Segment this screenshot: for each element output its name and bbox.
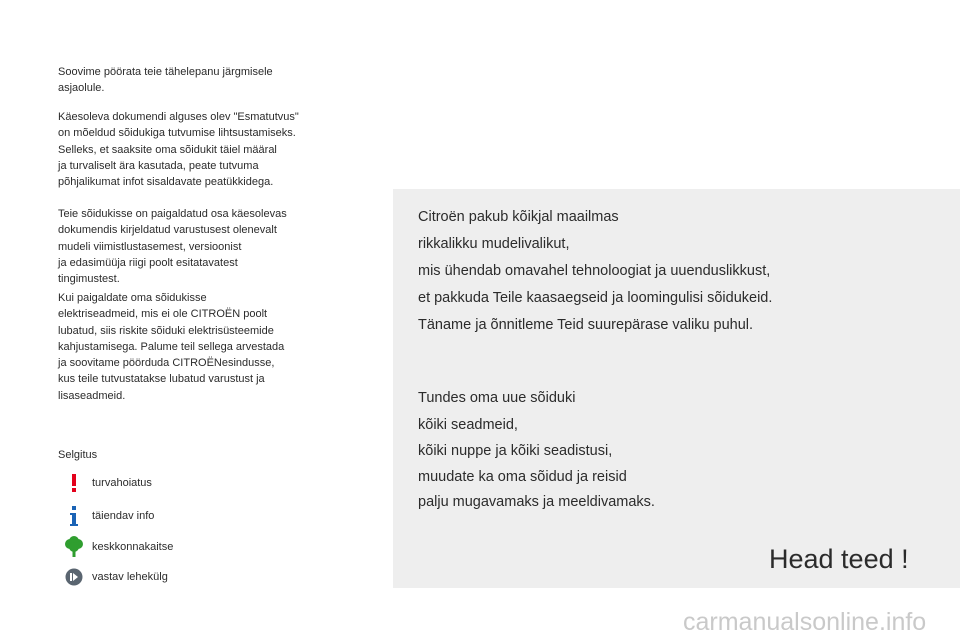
tree-icon	[62, 536, 86, 558]
legend-title: Selgitus	[58, 449, 98, 461]
legend-item-safety-warning	[62, 472, 152, 494]
info-icon	[62, 505, 86, 527]
welcome-line: Citroën pakub kõikjal maailmas	[418, 209, 619, 225]
legend-item-environment	[62, 536, 173, 558]
intro-paragraph-4: Kui paigaldate oma sõidukisse elektriseadmeid, mis ei ole CITROËN poolt lubatud, siis riskite sõiduki elektrisüsteemide kahjustamisega. Palume teil sellega arvestada ja soovitame pöörduda CITROËNesindusse, kus teile tutvustatakse lubatud varustust ja lisaseadmeid.	[58, 292, 285, 402]
legend-label: täiendav info	[92, 510, 155, 522]
page-arrow-icon	[62, 566, 86, 588]
closing-greeting: Head teed !	[769, 544, 909, 574]
welcome-line: Täname ja õnnitleme Teid suurepärase valiku puhul.	[418, 317, 754, 333]
welcome-panel	[393, 189, 960, 588]
watermark: carmanualsonline.info	[683, 608, 927, 636]
welcome-line: mis ühendab omavahel tehnoloogiat ja uuenduslikkust,	[418, 263, 771, 279]
welcome-line: rikkalikku mudelivalikut,	[418, 236, 570, 252]
intro-paragraph-1: Soovime pöörata teie tähelepanu järgmisele asjaolule.	[58, 66, 273, 95]
legend-label: turvahoiatus	[92, 477, 152, 489]
welcome-line: muudate ka oma sõidud ja reisid	[418, 469, 627, 485]
welcome-line: kõiki seadmeid,	[418, 417, 518, 433]
legend-label: keskkonnakaitse	[92, 541, 174, 553]
welcome-line: et pakkuda Teile kaasaegseid ja loomingulisi sõidukeid.	[418, 290, 773, 306]
welcome-line: palju mugavamaks ja meeldivamaks.	[418, 494, 655, 510]
legend-item-additional-info	[62, 505, 154, 527]
intro-paragraph-3: Teie sõidukisse on paigaldatud osa käesolevas dokumendis kirjeldatud varustusest olenevalt mudeli viimistlustasemest, versioonist ja edasimüüja riigi poolt esitatavatest tingimustest.	[58, 208, 287, 286]
exclamation-icon	[62, 472, 86, 494]
legend-item-related-page	[62, 566, 168, 588]
legend-label: vastav lehekülg	[92, 571, 168, 583]
welcome-line: Tundes oma uue sõiduki	[418, 390, 576, 406]
welcome-line: kõiki nuppe ja kõiki seadistusi,	[418, 443, 613, 459]
intro-paragraph-2: Käesoleva dokumendi alguses olev "Esmatutvus" on mõeldud sõidukiga tutvumise lihtsustamiseks. Selleks, et saaksite oma sõidukit täiel määral ja turvaliselt ära kasutada, peate tutvuma põhjalikumat infot sisaldavate peatükkidega.	[58, 111, 299, 189]
